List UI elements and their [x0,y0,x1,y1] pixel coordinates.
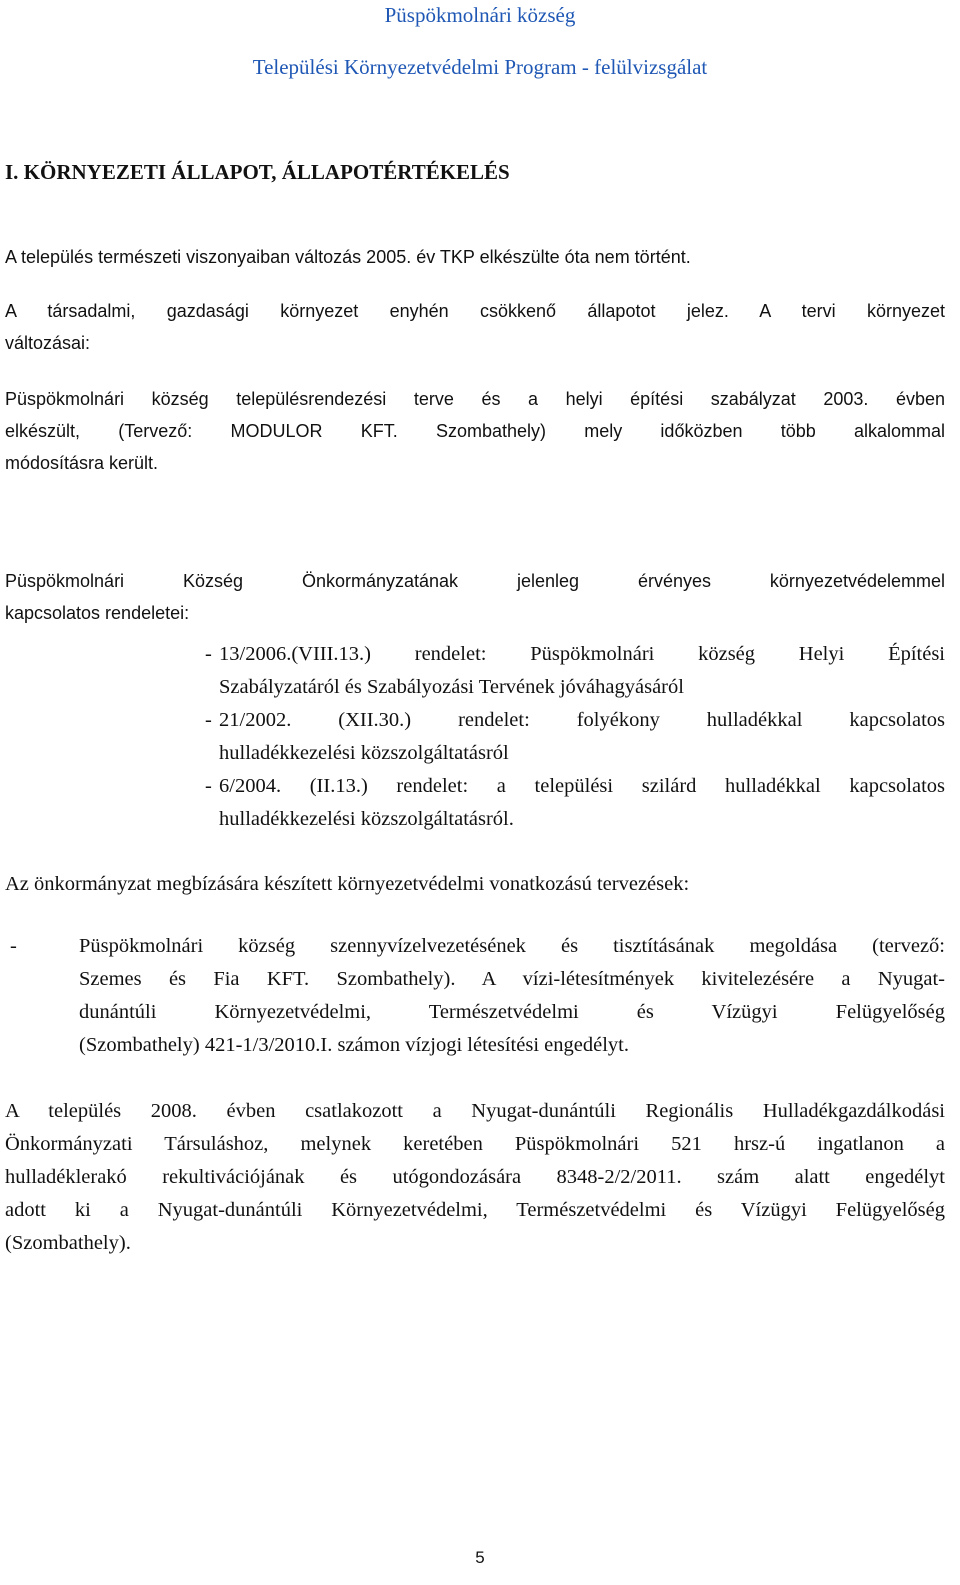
regulation-item [5,704,945,770]
paragraph-line: adott ki a Nyugat-dunántúli Környezetvédelmi, Természetvédelmi és Vízügyi Felügyelőség [5,1199,945,1221]
paragraph-settlement-plan [5,383,945,479]
regulation-line: 13/2006.(VIII.13.) rendelet: Püspökmolnári község Helyi Építési [219,643,945,665]
paragraph-natural-conditions [5,241,945,273]
header-program-title: Települési Környezetvédelmi Program - felülvizsgálat [252,55,708,79]
paragraph-line: hulladéklerakó rekultivációjának és utógondozására 8348-2/2/2011. szám alatt engedélyt [5,1166,945,1188]
paragraph-line: Önkormányzati Társuláshoz, melynek keretében Püspökmolnári 521 hrsz-ú ingatlanon a [5,1133,945,1155]
paragraph-line: Püspökmolnári Község Önkormányzatának jelenleg érvényes környezetvédelemmel [5,571,945,591]
paragraph-line: A település természeti viszonyaiban változás 2005. év TKP elkészülte óta nem történt. [5,247,691,267]
header-municipality: Püspökmolnári község [384,3,576,27]
regulation-line: Szabályzatáról és Szabályozási Tervének jóváhagyásáról [219,676,684,698]
paragraph-line: (Szombathely). [5,1232,131,1254]
paragraph-line: módosításra került. [5,453,159,473]
regulation-item [5,638,945,704]
page-number: 5 [475,1548,485,1567]
list-dash: - [205,775,212,797]
commission-line: Szemes és Fia KFT. Szombathely). A vízi-létesítmények kivitelezésére a Nyugat- [79,968,945,990]
section-title: I. KÖRNYEZETI ÁLLAPOT, ÁLLAPOTÉRTÉKELÉS [5,160,510,184]
paragraph-line: Püspökmolnári község településrendezési terve és a helyi építési szabályzat 2003. évben [5,389,945,409]
paragraph-line: elkészült, (Tervező: MODULOR KFT. Szombathely) mely időközben több alkalommal [5,421,945,441]
paragraph-line: A társadalmi, gazdasági környezet enyhén csökkenő állapotot jelez. A tervi környezet [5,301,945,321]
list-dash: - [10,935,17,957]
regulation-text [219,770,945,836]
regulation-text [219,638,945,704]
list-dash: - [205,709,212,731]
regulation-line: 21/2002. (XII.30.) rendelet: folyékony hulladékkal kapcsolatos [219,709,945,731]
paragraph-line: változásai: [5,333,91,353]
paragraph-waste-association [5,1095,945,1260]
paragraph-line: A település 2008. évben csatlakozott a Nyugat-dunántúli Regionális Hulladékgazdálkodási [5,1100,945,1122]
regulation-line: 6/2004. (II.13.) rendelet: a települési szilárd hulladékkal kapcsolatos [219,775,945,797]
paragraph-commission-intro [5,868,945,901]
paragraph-line: kapcsolatos rendeletei: [5,603,190,623]
regulation-line: hulladékkezelési közszolgáltatásról. [219,808,514,830]
commission-line: dunántúli Környezetvédelmi, Természetvédelmi és Vízügyi Felügyelőség [79,1001,945,1023]
commission-line: Püspökmolnári község szennyvízelvezetésének és tisztításának megoldása (tervező: [79,935,945,957]
list-dash: - [205,643,212,665]
paragraph-social-environment [5,295,945,359]
paragraph-regulations-intro [5,565,945,629]
paragraph-line: Az önkormányzat megbízására készített környezetvédelmi vonatkozású tervezések: [5,873,690,895]
commission-item [5,930,945,1062]
regulation-text [219,704,945,770]
commission-line: (Szombathely) 421-1/3/2010.I. számon vízjogi létesítési engedélyt. [79,1034,629,1056]
regulation-item [5,770,945,836]
regulation-line: hulladékkezelési közszolgáltatásról [219,742,509,764]
commission-text [79,930,945,1062]
